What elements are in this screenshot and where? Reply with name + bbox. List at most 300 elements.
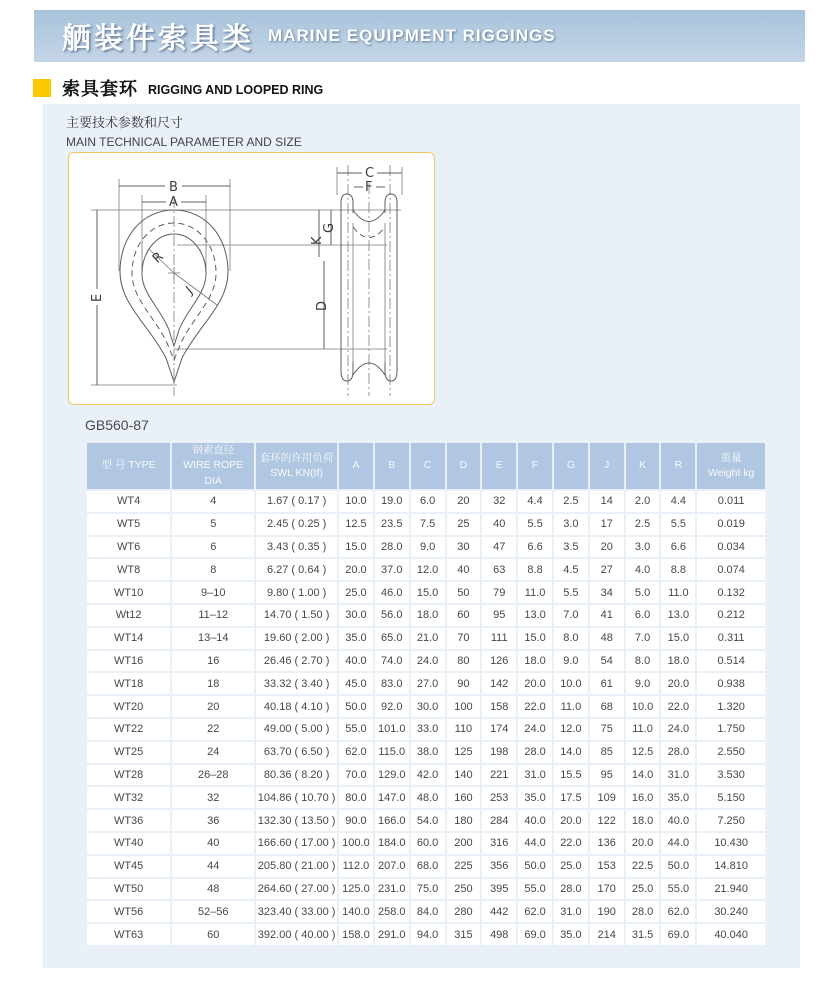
table-cell: 40.18 ( 4.10 )	[256, 696, 337, 717]
table-cell: 44	[172, 856, 254, 877]
table-cell: 30.0	[339, 605, 373, 626]
table-row	[87, 628, 765, 649]
table-cell: 22.0	[554, 833, 588, 854]
table-cell: 5.5	[554, 582, 588, 603]
table-cell: 6.27 ( 0.64 )	[256, 559, 337, 580]
table-cell: 4	[172, 491, 254, 512]
dim-label-D: D	[315, 300, 330, 311]
section-title-zh: 索具套环	[62, 79, 138, 99]
table-cell: 6.6	[518, 537, 552, 558]
table-row	[87, 742, 765, 763]
table-cell: 11.0	[518, 582, 552, 603]
table-cell: 442	[482, 901, 516, 922]
table-cell: 18.0	[661, 651, 695, 672]
table-cell: 170	[590, 879, 624, 900]
table-row	[87, 537, 765, 558]
table-cell: 126	[482, 651, 516, 672]
table-cell: 10.0	[554, 673, 588, 694]
table-cell: 25.0	[626, 879, 660, 900]
table-cell: 4.4	[661, 491, 695, 512]
parameter-caption	[66, 113, 302, 152]
table-cell: 25.0	[554, 856, 588, 877]
table-cell: 0.514	[697, 651, 765, 672]
table-cell: 48	[172, 879, 254, 900]
table-cell: 25.0	[339, 582, 373, 603]
table-cell: 2.550	[697, 742, 765, 763]
table-cell: 12.0	[554, 719, 588, 740]
column-header-wire-rope-dia: 钢索直径 WIRE ROPE DIA	[172, 443, 254, 489]
column-header-type: 型 号 TYPE	[87, 443, 170, 489]
table-cell: 80.36 ( 8.20 )	[256, 765, 337, 786]
column-header-r: R	[661, 443, 695, 489]
table-cell: 111	[482, 628, 516, 649]
table-cell: 6.0	[626, 605, 660, 626]
table-cell: 19.0	[375, 491, 409, 512]
table-cell: 158	[482, 696, 516, 717]
column-header-swl: 套环的许用负荷 SWL KN(tf)	[256, 443, 337, 489]
table-cell: 13.0	[661, 605, 695, 626]
table-cell: 54.0	[411, 810, 445, 831]
table-cell: 21.940	[697, 879, 765, 900]
table-cell: 22.5	[626, 856, 660, 877]
table-cell: 80	[447, 651, 481, 672]
table-cell: 74.0	[375, 651, 409, 672]
banner-title-zh: 舾装件索具类	[62, 22, 255, 55]
standard-number: GB560-87	[85, 417, 149, 433]
table-cell: 3.0	[554, 514, 588, 535]
table-cell: 140	[447, 765, 481, 786]
table-cell: 2.0	[626, 491, 660, 512]
table-cell: 24.0	[661, 719, 695, 740]
table-cell: 11–12	[172, 605, 254, 626]
table-cell: 84.0	[411, 901, 445, 922]
table-cell: 253	[482, 787, 516, 808]
table-cell: 35.0	[554, 924, 588, 945]
table-cell: 7.5	[411, 514, 445, 535]
table-row	[87, 651, 765, 672]
table-cell: 180	[447, 810, 481, 831]
table-cell: 20	[590, 537, 624, 558]
column-header-e: E	[482, 443, 516, 489]
table-cell: 11.0	[626, 719, 660, 740]
table-cell: 55.0	[661, 879, 695, 900]
dim-label-A: A	[169, 195, 178, 210]
table-cell: 9–10	[172, 582, 254, 603]
table-cell: 44.0	[661, 833, 695, 854]
table-cell: 95	[482, 605, 516, 626]
table-cell: 62.0	[339, 742, 373, 763]
table-cell: 40.0	[339, 651, 373, 672]
table-cell: 158.0	[339, 924, 373, 945]
table-cell: 18.0	[518, 651, 552, 672]
table-cell: 31.5	[626, 924, 660, 945]
table-cell: 1.320	[697, 696, 765, 717]
table-cell: 132.30 ( 13.50 )	[256, 810, 337, 831]
table-cell: WT50	[87, 879, 170, 900]
table-cell: 0.132	[697, 582, 765, 603]
table-cell: WT8	[87, 559, 170, 580]
table-cell: 14.0	[554, 742, 588, 763]
table-cell: 1.750	[697, 719, 765, 740]
table-cell: 70	[447, 628, 481, 649]
table-cell: 94.0	[411, 924, 445, 945]
table-cell: 65.0	[375, 628, 409, 649]
spec-table	[85, 441, 767, 947]
table-cell: WT16	[87, 651, 170, 672]
table-cell: 142	[482, 673, 516, 694]
table-cell: 37.0	[375, 559, 409, 580]
table-cell: 12.5	[626, 742, 660, 763]
table-cell: 284	[482, 810, 516, 831]
dim-label-F: F	[365, 180, 373, 195]
table-cell: 0.074	[697, 559, 765, 580]
table-cell: 52–56	[172, 901, 254, 922]
table-cell: 5.5	[661, 514, 695, 535]
table-cell: 153	[590, 856, 624, 877]
table-cell: 21.0	[411, 628, 445, 649]
table-cell: 13–14	[172, 628, 254, 649]
table-row	[87, 924, 765, 945]
table-cell: 4.0	[626, 559, 660, 580]
table-cell: 110	[447, 719, 481, 740]
table-cell: 205.80 ( 21.00 )	[256, 856, 337, 877]
table-row	[87, 833, 765, 854]
table-cell: 9.0	[554, 651, 588, 672]
table-cell: 291.0	[375, 924, 409, 945]
table-cell: 101.0	[375, 719, 409, 740]
table-cell: 17	[590, 514, 624, 535]
table-cell: 14.70 ( 1.50 )	[256, 605, 337, 626]
table-row	[87, 765, 765, 786]
table-cell: 35.0	[661, 787, 695, 808]
table-cell: 207.0	[375, 856, 409, 877]
table-cell: WT10	[87, 582, 170, 603]
table-cell: 174	[482, 719, 516, 740]
table-cell: 498	[482, 924, 516, 945]
table-cell: 200	[447, 833, 481, 854]
table-cell: 109	[590, 787, 624, 808]
table-cell: 31.0	[661, 765, 695, 786]
table-cell: 3.43 ( 0.35 )	[256, 537, 337, 558]
table-cell: 60.0	[411, 833, 445, 854]
column-header-c: C	[411, 443, 445, 489]
yellow-square-bullet-icon	[33, 79, 51, 97]
table-cell: 6	[172, 537, 254, 558]
table-cell: 231.0	[375, 879, 409, 900]
table-cell: 40.0	[661, 810, 695, 831]
table-cell: 0.034	[697, 537, 765, 558]
table-cell: 40	[447, 559, 481, 580]
table-cell: 1.67 ( 0.17 )	[256, 491, 337, 512]
column-header-a: A	[339, 443, 373, 489]
table-cell: 42.0	[411, 765, 445, 786]
table-cell: 323.40 ( 33.00 )	[256, 901, 337, 922]
table-cell: 2.5	[626, 514, 660, 535]
table-cell: 28.0	[661, 742, 695, 763]
table-cell: WT6	[87, 537, 170, 558]
banner-title-en: MARINE EQUIPMENT RIGGINGS	[268, 26, 556, 45]
table-row	[87, 582, 765, 603]
table-cell: 15.0	[518, 628, 552, 649]
table-cell: 85	[590, 742, 624, 763]
table-cell: 9.0	[626, 673, 660, 694]
table-cell: 7.0	[554, 605, 588, 626]
table-cell: 33.0	[411, 719, 445, 740]
table-cell: WT32	[87, 787, 170, 808]
table-cell: 316	[482, 833, 516, 854]
table-cell: 104.86 ( 10.70 )	[256, 787, 337, 808]
table-cell: 50	[447, 582, 481, 603]
table-cell: 31.0	[518, 765, 552, 786]
table-cell: 36	[172, 810, 254, 831]
table-cell: 61	[590, 673, 624, 694]
table-cell: 54	[590, 651, 624, 672]
table-cell: WT20	[87, 696, 170, 717]
table-cell: 68.0	[411, 856, 445, 877]
table-cell: 20	[172, 696, 254, 717]
table-cell: 28.0	[626, 901, 660, 922]
table-cell: 7.250	[697, 810, 765, 831]
table-cell: 2.45 ( 0.25 )	[256, 514, 337, 535]
dim-label-K: K	[310, 236, 325, 245]
table-cell: 75.0	[411, 879, 445, 900]
table-cell: 4.4	[518, 491, 552, 512]
section-title-en: RIGGING AND LOOPED RING	[148, 82, 324, 97]
table-cell: 92.0	[375, 696, 409, 717]
table-cell: 40	[482, 514, 516, 535]
table-cell: 50.0	[518, 856, 552, 877]
table-cell: 125.0	[339, 879, 373, 900]
table-cell: 8.0	[554, 628, 588, 649]
table-cell: 20.0	[518, 673, 552, 694]
table-cell: 32	[482, 491, 516, 512]
table-cell: 90	[447, 673, 481, 694]
table-cell: 15.0	[661, 628, 695, 649]
dim-label-B: B	[169, 180, 178, 195]
table-cell: 6.6	[661, 537, 695, 558]
table-cell: WT18	[87, 673, 170, 694]
table-cell: 22.0	[661, 696, 695, 717]
table-cell: 24.0	[518, 719, 552, 740]
table-cell: 50.0	[661, 856, 695, 877]
thimble-technical-drawing	[69, 153, 434, 404]
page-banner	[34, 10, 805, 62]
table-cell: 45.0	[339, 673, 373, 694]
table-cell: WT5	[87, 514, 170, 535]
table-cell: 264.60 ( 27.00 )	[256, 879, 337, 900]
table-cell: 258.0	[375, 901, 409, 922]
table-cell: 225	[447, 856, 481, 877]
table-cell: 136	[590, 833, 624, 854]
column-header-weight: 重量 Weight kg	[697, 443, 765, 489]
table-cell: 49.00 ( 5.00 )	[256, 719, 337, 740]
table-cell: 20.0	[339, 559, 373, 580]
dim-label-R: R	[149, 249, 167, 267]
table-cell: 221	[482, 765, 516, 786]
table-cell: 160	[447, 787, 481, 808]
table-row	[87, 696, 765, 717]
table-cell: 8.8	[518, 559, 552, 580]
table-cell: 34	[590, 582, 624, 603]
table-cell: 24	[172, 742, 254, 763]
table-cell: WT36	[87, 810, 170, 831]
table-cell: 25	[447, 514, 481, 535]
table-cell: 7.0	[626, 628, 660, 649]
table-cell: 129.0	[375, 765, 409, 786]
table-cell: 70.0	[339, 765, 373, 786]
table-header-row	[87, 443, 765, 489]
table-cell: 5.5	[518, 514, 552, 535]
table-cell: 28.0	[518, 742, 552, 763]
table-cell: 95	[590, 765, 624, 786]
table-cell: 79	[482, 582, 516, 603]
table-cell: 50.0	[339, 696, 373, 717]
table-cell: 0.938	[697, 673, 765, 694]
table-cell: 56.0	[375, 605, 409, 626]
content-panel	[43, 104, 800, 968]
column-header-g: G	[554, 443, 588, 489]
table-cell: 30.240	[697, 901, 765, 922]
table-cell: 40	[172, 833, 254, 854]
table-row	[87, 787, 765, 808]
table-cell: 122	[590, 810, 624, 831]
table-cell: 100.0	[339, 833, 373, 854]
table-cell: 140.0	[339, 901, 373, 922]
column-header-b: B	[375, 443, 409, 489]
table-cell: 22.0	[518, 696, 552, 717]
table-cell: 0.011	[697, 491, 765, 512]
table-cell: 166.0	[375, 810, 409, 831]
table-cell: 4.5	[554, 559, 588, 580]
table-cell: 55.0	[339, 719, 373, 740]
table-cell: 69.0	[661, 924, 695, 945]
table-cell: 14.810	[697, 856, 765, 877]
table-cell: 15.0	[411, 582, 445, 603]
dim-label-G: G	[322, 222, 337, 233]
table-row	[87, 514, 765, 535]
table-cell: 3.5	[554, 537, 588, 558]
table-cell: WT63	[87, 924, 170, 945]
table-cell: 31.0	[554, 901, 588, 922]
table-cell: 90.0	[339, 810, 373, 831]
table-cell: 392.00 ( 40.00 )	[256, 924, 337, 945]
table-cell: 214	[590, 924, 624, 945]
table-cell: 18.0	[626, 810, 660, 831]
table-cell: 27.0	[411, 673, 445, 694]
table-cell: 23.5	[375, 514, 409, 535]
table-row	[87, 719, 765, 740]
table-cell: 11.0	[661, 582, 695, 603]
table-cell: 250	[447, 879, 481, 900]
table-cell: 13.0	[518, 605, 552, 626]
column-header-j: J	[590, 443, 624, 489]
table-cell: 10.430	[697, 833, 765, 854]
table-cell: 16.0	[626, 787, 660, 808]
table-cell: 166.60 ( 17.00 )	[256, 833, 337, 854]
table-cell: 20.0	[554, 810, 588, 831]
technical-drawing-box	[68, 152, 435, 405]
column-header-k: K	[626, 443, 660, 489]
table-cell: 14.0	[626, 765, 660, 786]
table-cell: 112.0	[339, 856, 373, 877]
table-cell: WT56	[87, 901, 170, 922]
table-cell: 55.0	[518, 879, 552, 900]
table-cell: 198	[482, 742, 516, 763]
table-cell: 115.0	[375, 742, 409, 763]
table-row	[87, 559, 765, 580]
table-cell: 63	[482, 559, 516, 580]
table-cell: 356	[482, 856, 516, 877]
table-cell: 190	[590, 901, 624, 922]
table-cell: 15.5	[554, 765, 588, 786]
table-cell: 8	[172, 559, 254, 580]
table-cell: 11.0	[554, 696, 588, 717]
table-cell: WT40	[87, 833, 170, 854]
table-cell: 20.0	[661, 673, 695, 694]
table-cell: 3.530	[697, 765, 765, 786]
table-cell: 48	[590, 628, 624, 649]
table-cell: 28.0	[554, 879, 588, 900]
table-cell: 125	[447, 742, 481, 763]
dim-label-E: E	[90, 293, 105, 302]
table-row	[87, 605, 765, 626]
table-cell: 5	[172, 514, 254, 535]
table-cell: 60	[447, 605, 481, 626]
table-row	[87, 810, 765, 831]
table-cell: 26–28	[172, 765, 254, 786]
table-cell: WT28	[87, 765, 170, 786]
table-row	[87, 856, 765, 877]
column-header-f: F	[518, 443, 552, 489]
table-cell: 48.0	[411, 787, 445, 808]
table-cell: WT4	[87, 491, 170, 512]
table-cell: 26.46 ( 2.70 )	[256, 651, 337, 672]
table-cell: 18	[172, 673, 254, 694]
table-cell: 15.0	[339, 537, 373, 558]
table-cell: 44.0	[518, 833, 552, 854]
table-cell: 8.8	[661, 559, 695, 580]
table-cell: 33.32 ( 3.40 )	[256, 673, 337, 694]
table-cell: 47	[482, 537, 516, 558]
table-cell: 69.0	[518, 924, 552, 945]
table-cell: 10.0	[626, 696, 660, 717]
table-cell: 28.0	[375, 537, 409, 558]
table-cell: 41	[590, 605, 624, 626]
table-cell: 2.5	[554, 491, 588, 512]
table-cell: 5.150	[697, 787, 765, 808]
table-cell: Wt12	[87, 605, 170, 626]
table-cell: WT14	[87, 628, 170, 649]
table-cell: 17.5	[554, 787, 588, 808]
table-row	[87, 879, 765, 900]
table-cell: 40.0	[518, 810, 552, 831]
table-cell: 19.60 ( 2.00 )	[256, 628, 337, 649]
table-cell: 0.019	[697, 514, 765, 535]
table-cell: 80.0	[339, 787, 373, 808]
table-cell: 35.0	[339, 628, 373, 649]
table-row	[87, 673, 765, 694]
table-cell: 12.0	[411, 559, 445, 580]
section-heading	[33, 75, 323, 101]
table-cell: 35.0	[518, 787, 552, 808]
table-cell: 5.0	[626, 582, 660, 603]
table-cell: 8.0	[626, 651, 660, 672]
table-cell: 14	[590, 491, 624, 512]
dim-label-C: C	[365, 166, 375, 181]
table-cell: 12.5	[339, 514, 373, 535]
table-cell: 20.0	[626, 833, 660, 854]
table-cell: 100	[447, 696, 481, 717]
